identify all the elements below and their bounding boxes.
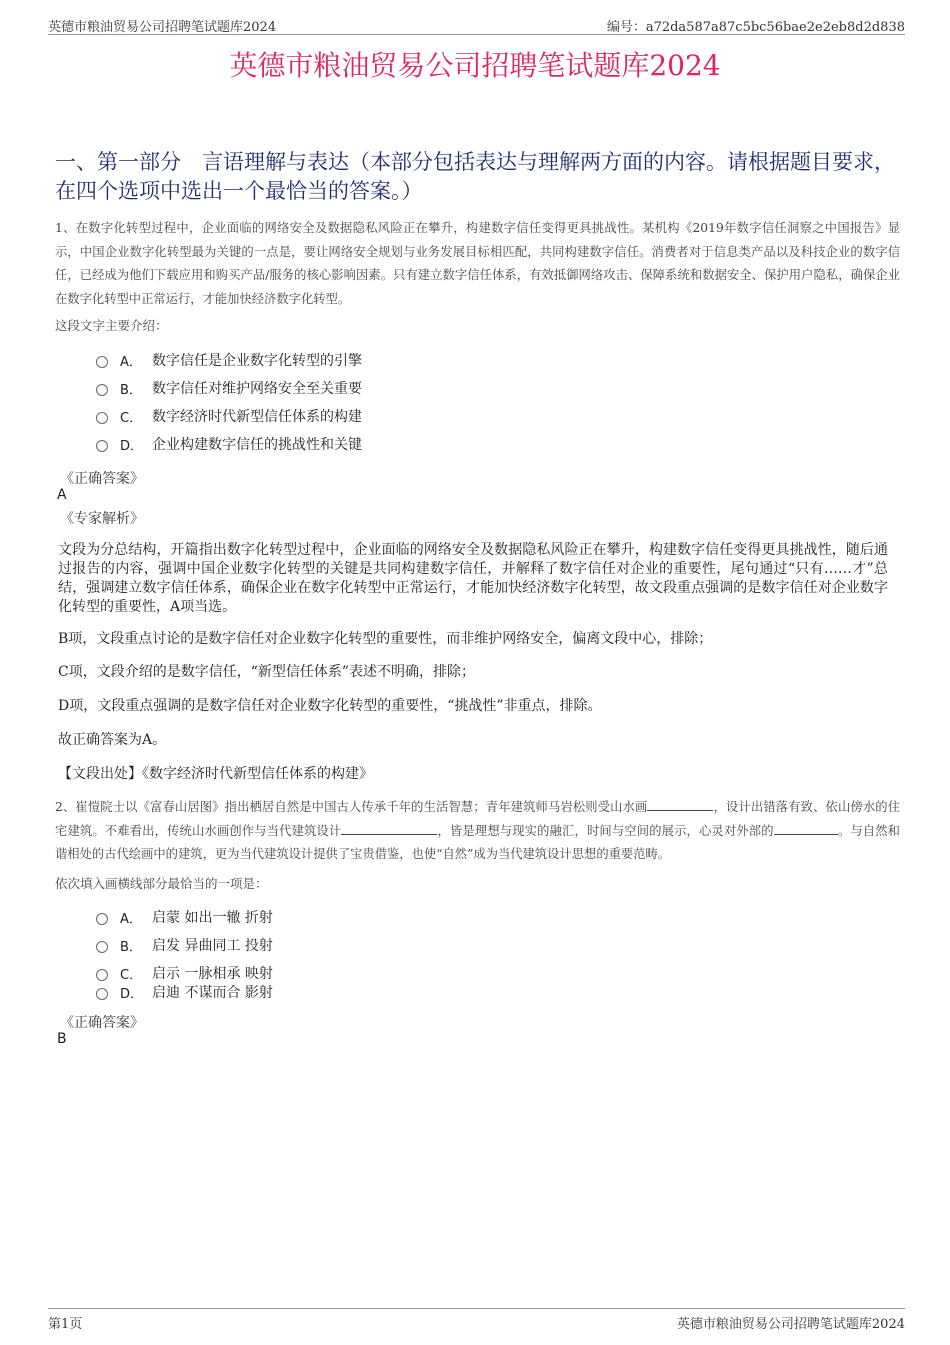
page-number: 第1页 — [48, 1317, 83, 1332]
radio-icon[interactable] — [96, 969, 108, 981]
radio-icon[interactable] — [96, 384, 108, 396]
option-text: 启示 一脉相承 映射 — [152, 966, 273, 982]
option-letter: A． — [120, 911, 142, 927]
header-doc-title: 英德市粮油贸易公司招聘笔试题库2024 — [48, 20, 277, 35]
question-2-prompt: 依次填入画横线部分最恰当的一项是： — [55, 876, 268, 891]
analysis-source: 【文段出处】《数字经济时代新型信任体系的构建》 — [58, 766, 373, 782]
option-text: 数字经济时代新型信任体系的构建 — [152, 409, 362, 425]
option-letter: B． — [120, 382, 142, 398]
option-text: 启迪 不谋而合 影射 — [152, 985, 273, 1001]
q2-option-b[interactable] — [96, 935, 273, 955]
option-letter: B． — [120, 939, 142, 955]
q1-option-c[interactable] — [96, 406, 362, 426]
fill-blank — [647, 798, 713, 811]
analysis-paragraph: B项，文段重点讨论的是数字信任对企业数字化转型的重要性，而非维护网络安全，偏离文段中心，排除； — [58, 631, 713, 647]
option-text: 启发 异曲同工 投射 — [152, 938, 273, 954]
q2-text-part: ，设计出错落有致、依山傍水的住宅建筑。不难看出，传统山水画创作与当代建筑设计 — [55, 800, 900, 838]
analysis-paragraph: C项，文段介绍的是数字信任，“新型信任体系”表述不明确，排除； — [58, 664, 476, 680]
q2-answer: B — [57, 1031, 67, 1047]
section-heading: 一、第一部分 言语理解与表达（本部分包括表达与理解两方面的内容。请根据题目要求，在四个选项中选出一个最恰当的答案。） — [55, 150, 895, 203]
q1-answer: A — [57, 487, 67, 503]
q2-option-a[interactable] — [96, 907, 273, 927]
option-letter: C． — [120, 967, 143, 983]
header-doc-code: 编号：a72da587a87c5bc56bae2e2eb8d2d838 — [606, 20, 905, 35]
option-text: 数字信任是企业数字化转型的引擎 — [152, 353, 362, 369]
footer-doc-title: 英德市粮油贸易公司招聘笔试题库2024 — [676, 1317, 905, 1332]
radio-icon[interactable] — [96, 356, 108, 368]
radio-icon[interactable] — [96, 412, 108, 424]
radio-icon[interactable] — [96, 440, 108, 452]
option-text: 企业构建数字信任的挑战性和关键 — [152, 437, 362, 453]
radio-icon[interactable] — [96, 913, 108, 925]
page-header — [48, 12, 905, 35]
page-footer — [48, 1308, 905, 1332]
q2-option-c[interactable] — [96, 963, 273, 983]
q1-option-d[interactable] — [96, 434, 362, 454]
analysis-paragraph: D项，文段重点强调的是数字信任对企业数字化转型的重要性，“挑战性”非重点，排除。 — [58, 698, 602, 714]
option-letter: A． — [120, 354, 142, 370]
option-letter: D． — [120, 986, 144, 1002]
radio-icon[interactable] — [96, 988, 108, 1000]
q2-text-part: ，皆是理想与现实的融汇，时间与空间的展示，心灵对外部的 — [437, 823, 774, 838]
fill-blank — [774, 822, 838, 835]
q1-option-a[interactable] — [96, 350, 362, 370]
q1-option-b[interactable] — [96, 378, 362, 398]
fill-blank — [341, 822, 437, 835]
question-1-text: 1、在数字化转型过程中，企业面临的网络安全及数据隐私风险正在攀升，构建数字信任变得更具挑战性。某机构《2019年数字信任洞察之中国报告》显示，中国企业数字化转型最为关键的一点是，要让网络安全规划与业务发展目标相匹配，共同构建数字信任。消费者对于信息类产品以及科技企业的数字信任，已经成为他们下载应用和购买产品/服务的核心影响因素。只有建立数字信任体系，有效抵御网络攻击、保障系统和数据安全、保护用户隐私，确保企业在数字化转型中正常运行，才能加快经济数字化转型。 — [55, 221, 900, 306]
option-text: 数字信任对维护网络安全至关重要 — [152, 381, 362, 397]
option-text: 启蒙 如出一辙 折射 — [152, 910, 273, 926]
option-letter: C． — [120, 410, 143, 426]
q1-answer-label: 《正确答案》 — [60, 471, 144, 487]
q2-option-d[interactable] — [96, 982, 273, 1002]
question-2-text — [55, 796, 900, 867]
page-title: 英德市粮油贸易公司招聘笔试题库2024 — [229, 49, 721, 82]
question-1-prompt: 这段文字主要介绍： — [55, 318, 168, 333]
analysis-paragraph: 故正确答案为A。 — [58, 732, 167, 748]
radio-icon[interactable] — [96, 941, 108, 953]
q2-text-part: 2、崔愷院士以《富春山居图》指出栖居自然是中国古人传承千年的生活智慧；青年建筑师马岩松则受山水画 — [55, 800, 648, 814]
q2-text-part: 。与自然和谐相处的古代绘画中的建筑，更为当代建筑设计提供了宝贵借鉴，也使“自然”成为当代建筑设计思想的重要范畴。 — [55, 823, 900, 861]
option-letter: D． — [120, 438, 144, 454]
q2-answer-label: 《正确答案》 — [60, 1015, 144, 1031]
analysis-paragraph: 文段为分总结构，开篇指出数字化转型过程中，企业面临的网络安全及数据隐私风险正在攀升，构建数字信任变得更具挑战性，随后通过报告的内容，强调中国企业数字化转型的关键是共同构建数字信任，并解释了数字信任对企业的重要性，尾句通过“只有……才”总结，强调建立数字信任体系，确保企业在数字化转型中正常运行，才能加快经济数字化转型，故文段重点强调的是数字信任对企业数字化转型的重要性，A项当选。 — [58, 542, 888, 615]
q1-analysis-label: 《专家解析》 — [60, 511, 144, 527]
